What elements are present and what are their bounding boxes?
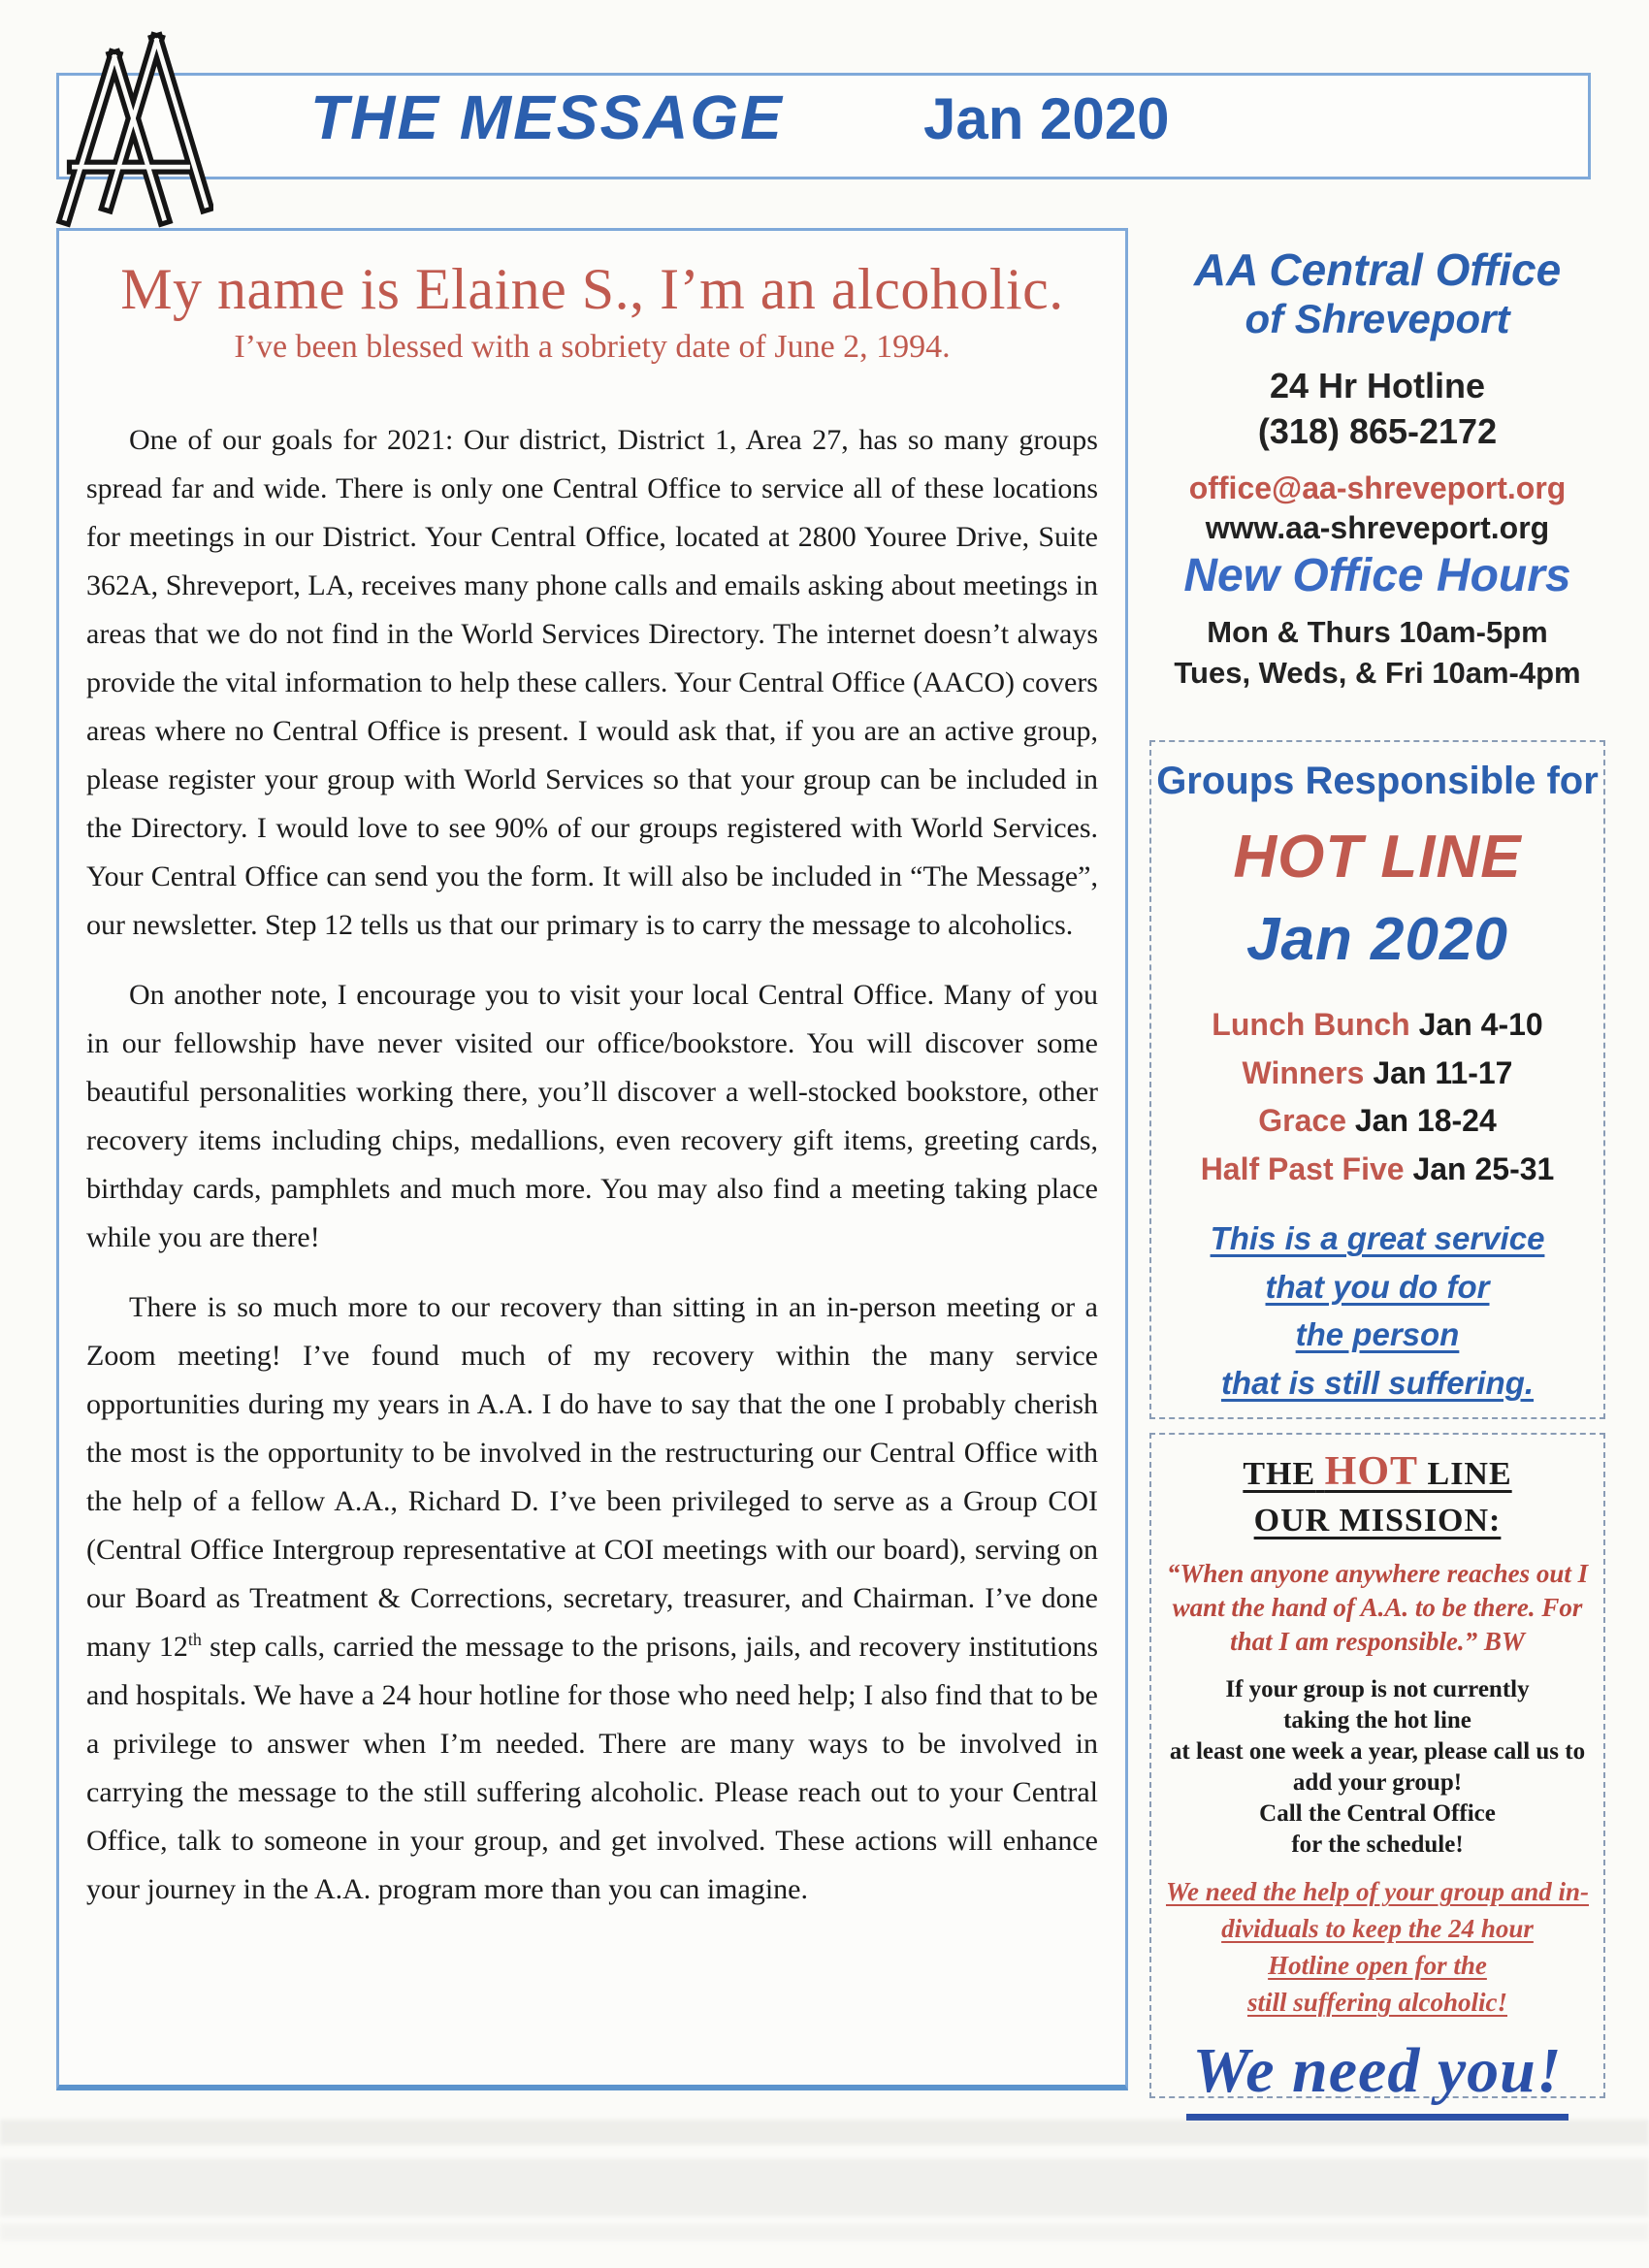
article-paragraph-1: One of our goals for 2021: Our district, District 1, Area 27, has so many groups spread far and wide. There is only one Central Office to service all of these locations for meetings in our District. Your Central Office, located at 2800 Youree Drive, Suite 362A, Shreveport, LA, receives many phone calls and emails asking about meetings in areas that we do not find in the World Services Directory. The internet doesn’t always provide the vital information to help these callers. Your Central Office (AACO) covers areas where no Central Office is present. I would ask that, if you are an active group, please register your group with World Services so that your group can be included in the Directory. I would love to see 90% of our groups registered with World Services. Your Central Office can send you the form. It will also be included in “The Message”, our newsletter. Step 12 tells us that our primary is to carry the message to alcoholics. xyxy=(86,424,1098,941)
hotline-box-month: Jan 2020 xyxy=(1246,906,1508,973)
hotline-schedule-box xyxy=(1149,740,1605,1419)
article-subtitle: I’ve been blessed with a sobriety date of June 2, 1994. xyxy=(234,329,951,365)
office-name-line1: AA Central Office xyxy=(1193,244,1562,295)
office-hours-line2: Tues, Weds, & Fri 10am-4pm xyxy=(1174,656,1581,690)
masthead-box xyxy=(56,73,1591,179)
hotline-group-row xyxy=(1151,1001,1603,1050)
group-dates: Jan 11-17 xyxy=(1373,1054,1513,1090)
office-website: www.aa-shreveport.org xyxy=(1205,510,1550,546)
group-dates: Jan 25-31 xyxy=(1412,1150,1555,1186)
office-hours-title: New Office Hours xyxy=(1183,549,1571,601)
article-body xyxy=(86,416,1098,1914)
article-box xyxy=(56,228,1128,2090)
hotline-phone-number: (318) 865-2172 xyxy=(1257,410,1498,451)
we-need-you-callout: We need you! xyxy=(1186,2034,1568,2121)
mission-instructions: If your group is not currently taking the hot line at least one week a year, please call us to add your group! Call the Central Office for the schedule! xyxy=(1169,1676,1586,1859)
mission-subtitle: OUR MISSION: xyxy=(1253,1503,1502,1539)
office-email: office@aa-shreveport.org xyxy=(1188,470,1567,505)
hotline-box-heading: Groups Responsible for xyxy=(1156,760,1599,802)
hot-word: HOT xyxy=(1324,1449,1419,1494)
hotline-mission-box xyxy=(1149,1433,1605,2107)
office-info-block xyxy=(1149,244,1605,694)
article-paragraph-2: On another note, I encourage you to visit your local Central Office. Many of you in our fellowship have never visited our office/bookstore. You will discover some beautiful personalities working there, you’ll discover a well-stocked bookstore, other recovery items including chips, medallions, even recovery gift items, greeting cards, birthday cards, pamphlets and much more. You may also find a meeting taking place while you are there! xyxy=(86,979,1098,1253)
responsibility-quote: “When anyone anywhere reaches out I want the hand of A.A. to be there. For that I am responsible.” BW xyxy=(1166,1559,1589,1657)
hotline-group-row xyxy=(1151,1146,1603,1194)
group-dates: Jan 18-24 xyxy=(1354,1103,1497,1139)
group-dates: Jan 4-10 xyxy=(1418,1007,1543,1042)
issue-date: Jan 2020 xyxy=(923,86,1170,151)
newsletter-title: THE MESSAGE xyxy=(310,82,784,152)
group-name: Lunch Bunch xyxy=(1212,1007,1410,1042)
hotline-group-row xyxy=(1151,1097,1603,1146)
ordinal-superscript: th xyxy=(187,1630,202,1649)
scan-noise xyxy=(0,2158,1649,2217)
aa-logo-icon xyxy=(48,25,213,231)
office-name-line2: of Shreveport xyxy=(1245,295,1510,341)
hotline-service-note: This is a great service that you do for the person that is still suffering. xyxy=(1210,1220,1545,1401)
group-name: Winners xyxy=(1242,1054,1365,1090)
hotline-plea: We need the help of your group and in- dividuals to keep the 24 hour Hotline open for the still suffering alcoholic! xyxy=(1165,1877,1590,2017)
group-name: Grace xyxy=(1258,1103,1346,1139)
article-title: My name is Elaine S., I’m an alcoholic. xyxy=(120,257,1064,321)
hotline-group-list xyxy=(1151,1001,1603,1193)
scan-noise xyxy=(0,2223,1649,2241)
scan-noise xyxy=(0,2120,1649,2145)
article-paragraph-3: There is so much more to our recovery than sitting in an in-person meeting or a Zoom meeting! I’ve found much of my recovery within the many service opportunities during my years in A.A. I do have to say that the one I probably cherish the most is the opportunity to be involved in the restructuring our Central Office with the help of a fellow A.A., Richard D. I’ve been privileged to serve as a Group COI (Central Office Intergroup representative at COI meetings with our board), serving on our Board as Treatment & Corrections, secretary, treasurer, and Chairman. I’ve done many 12th step calls, carried the message to the prisons, jails, and recovery institutions and hospitals. We have a 24 hour hotline for those who need help; I also find that to be a privilege to answer when I’m needed. There are many ways to be involved in carrying the message to the still suffering alcoholic. Please reach out to your Central Office, talk to someone in your group, and get involved. These actions will enhance your journey in the A.A. program more than you can imagine. xyxy=(86,1291,1099,1905)
hotline-label: 24 Hr Hotline xyxy=(1269,366,1486,406)
mission-title: THE HOT LINE xyxy=(1243,1449,1512,1494)
hotline-box-title: HOT LINE xyxy=(1233,824,1522,891)
hotline-group-row xyxy=(1151,1050,1603,1098)
office-hours-line1: Mon & Thurs 10am-5pm xyxy=(1207,615,1548,650)
group-name: Half Past Five xyxy=(1200,1150,1405,1186)
